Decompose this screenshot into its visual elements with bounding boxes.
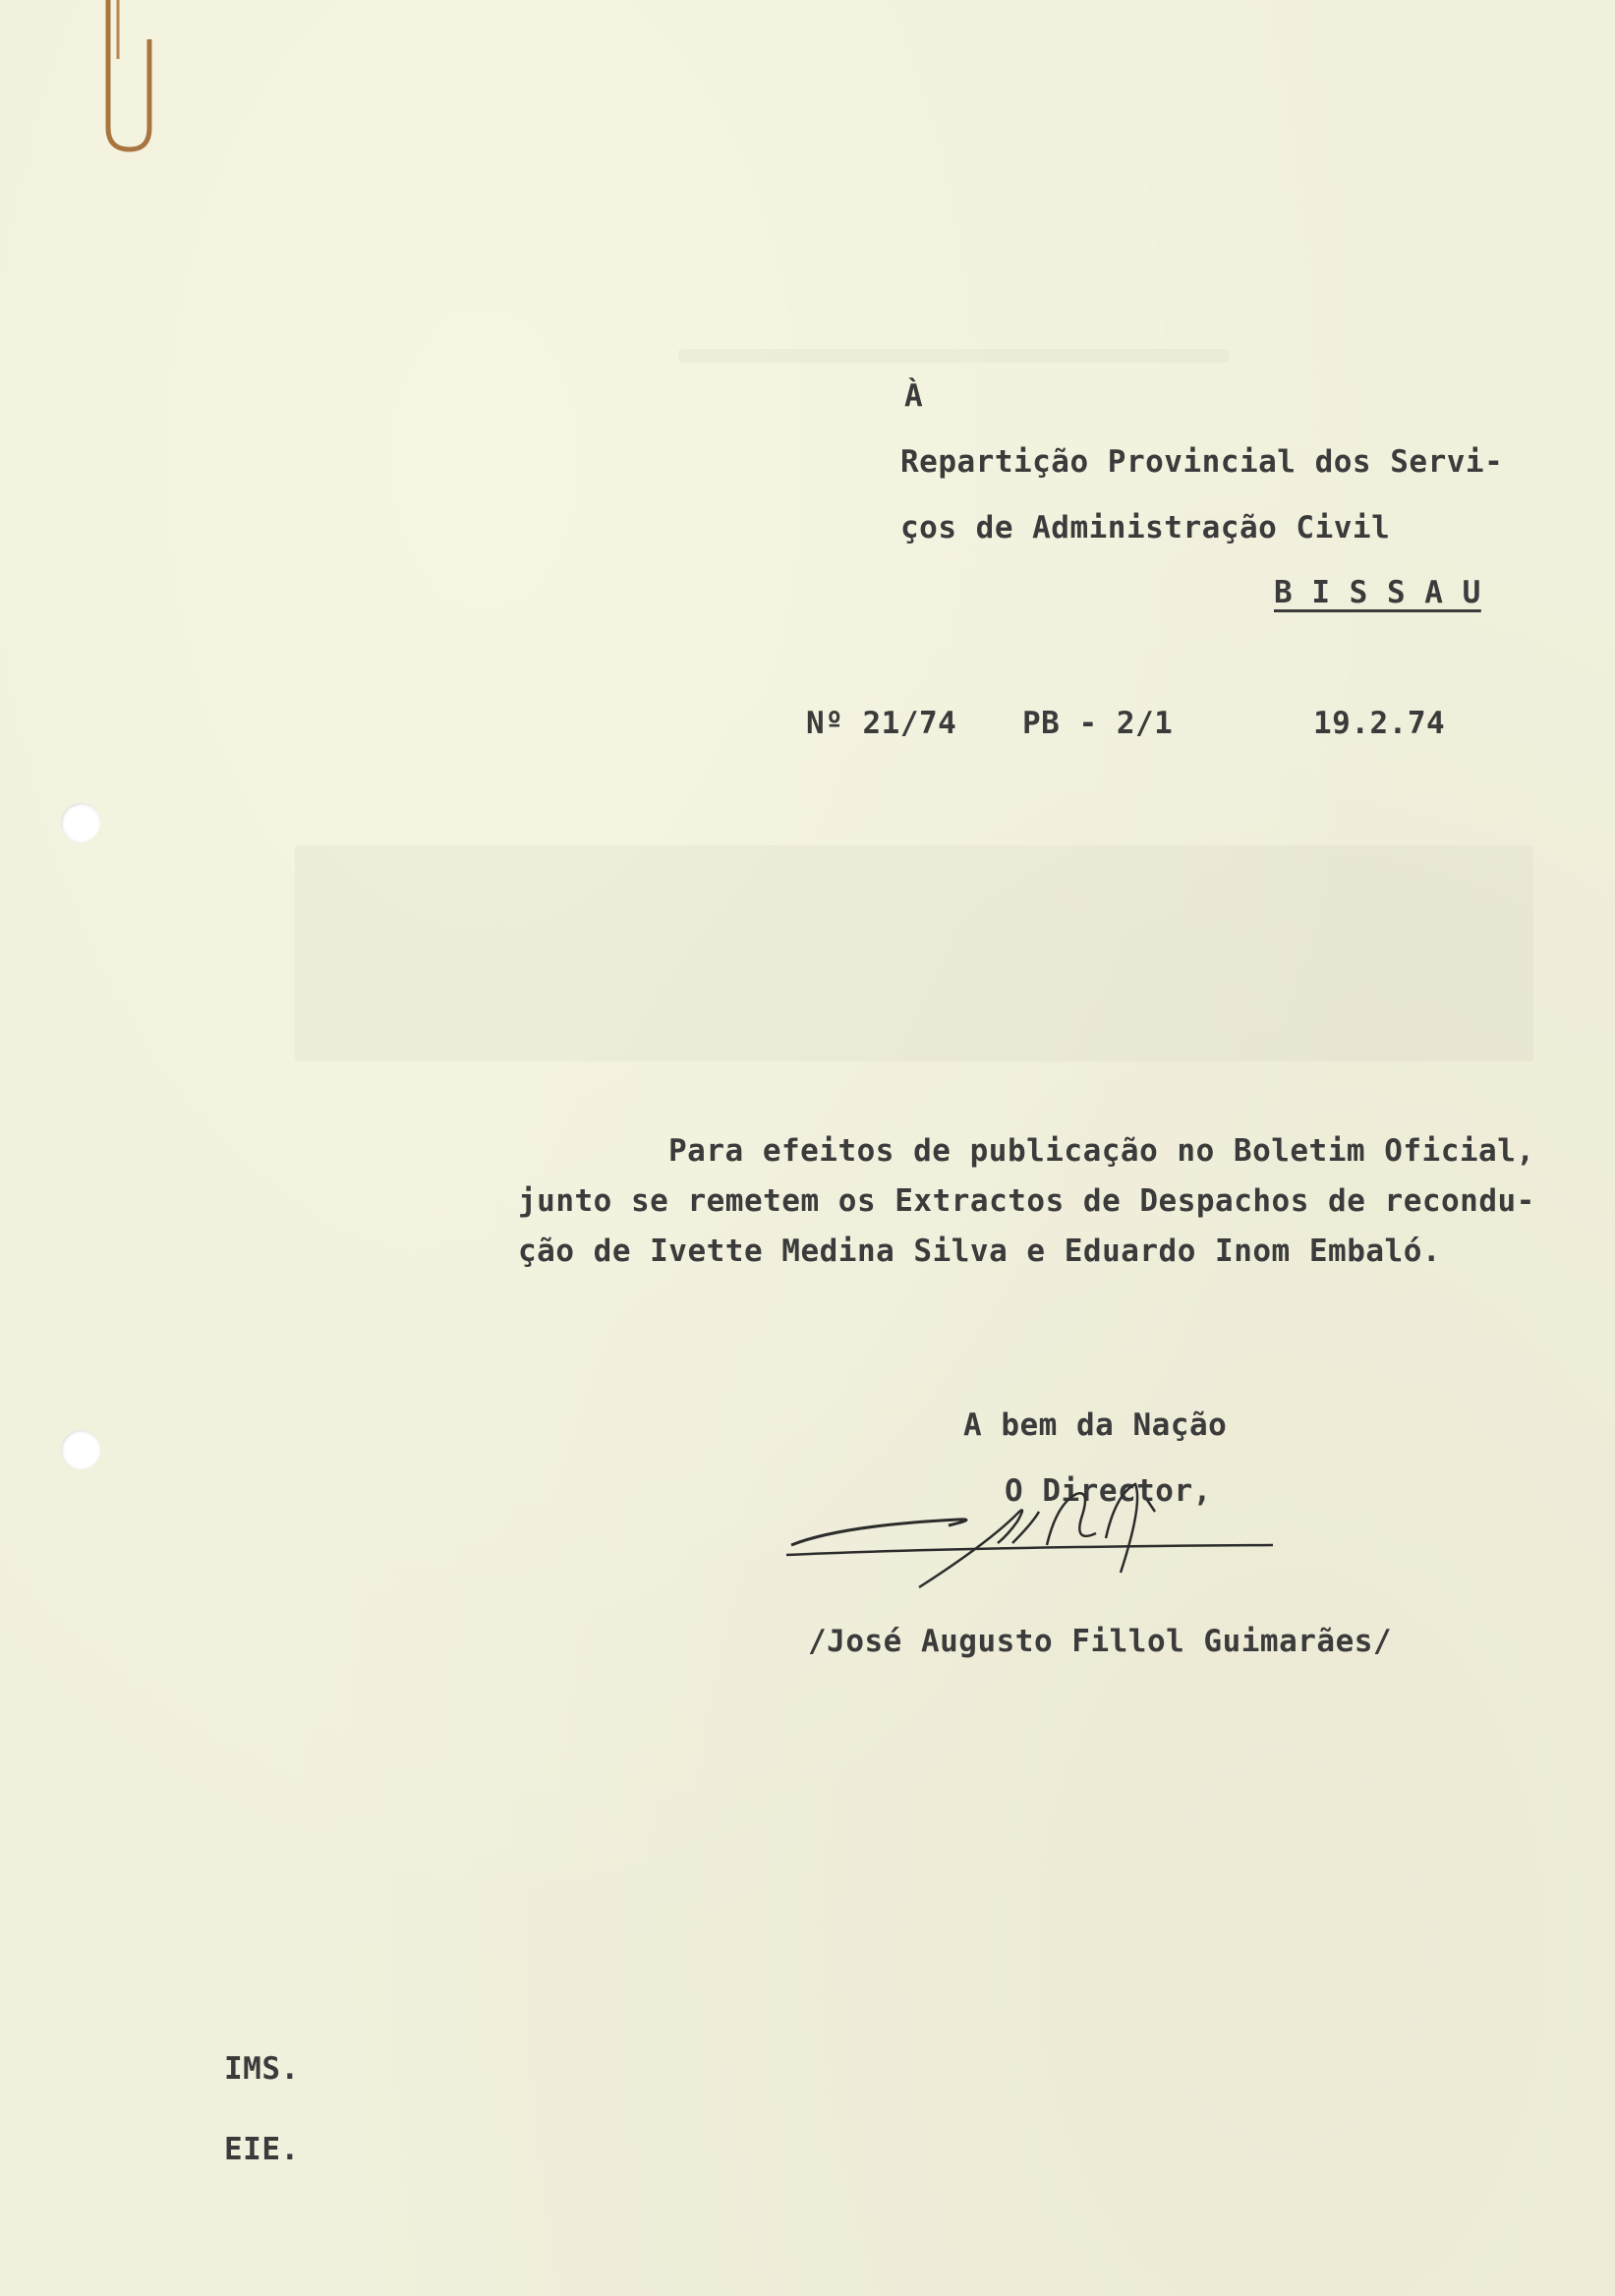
handwritten-signature xyxy=(781,1464,1293,1602)
paper-clip-icon xyxy=(96,0,157,157)
addressee-line-1: Repartição Provincial dos Servi- xyxy=(900,444,1504,480)
reference-number: Nº 21/74 xyxy=(806,706,957,741)
punch-hole-bottom xyxy=(61,1430,100,1469)
reference-date: 19.2.74 xyxy=(1313,706,1446,741)
punch-hole-top xyxy=(61,803,100,842)
body-line-1: Para efeitos de publicação no Boletim Oficial, xyxy=(668,1133,1535,1169)
closing-role: O Director, xyxy=(1005,1473,1212,1509)
bleed-through-mark xyxy=(678,349,1229,363)
addressee-city: B I S S A U xyxy=(1274,575,1481,610)
addressee-prefix: À xyxy=(904,378,924,414)
initials-1: IMS. xyxy=(224,2051,300,2087)
bleed-through-mark xyxy=(295,845,1533,1062)
initials-2: EIE. xyxy=(224,2132,300,2167)
body-line-2: junto se remetem os Extractos de Despachos de recondu- xyxy=(518,1183,1535,1219)
reference-code: PB - 2/1 xyxy=(1022,706,1174,741)
closing-salutation: A bem da Nação xyxy=(963,1407,1228,1443)
addressee-line-2: ços de Administração Civil xyxy=(900,510,1391,545)
signatory-name: /José Augusto Fillol Guimarães/ xyxy=(808,1624,1393,1659)
body-line-3: ção de Ivette Medina Silva e Eduardo Inom Embaló. xyxy=(518,1234,1442,1269)
